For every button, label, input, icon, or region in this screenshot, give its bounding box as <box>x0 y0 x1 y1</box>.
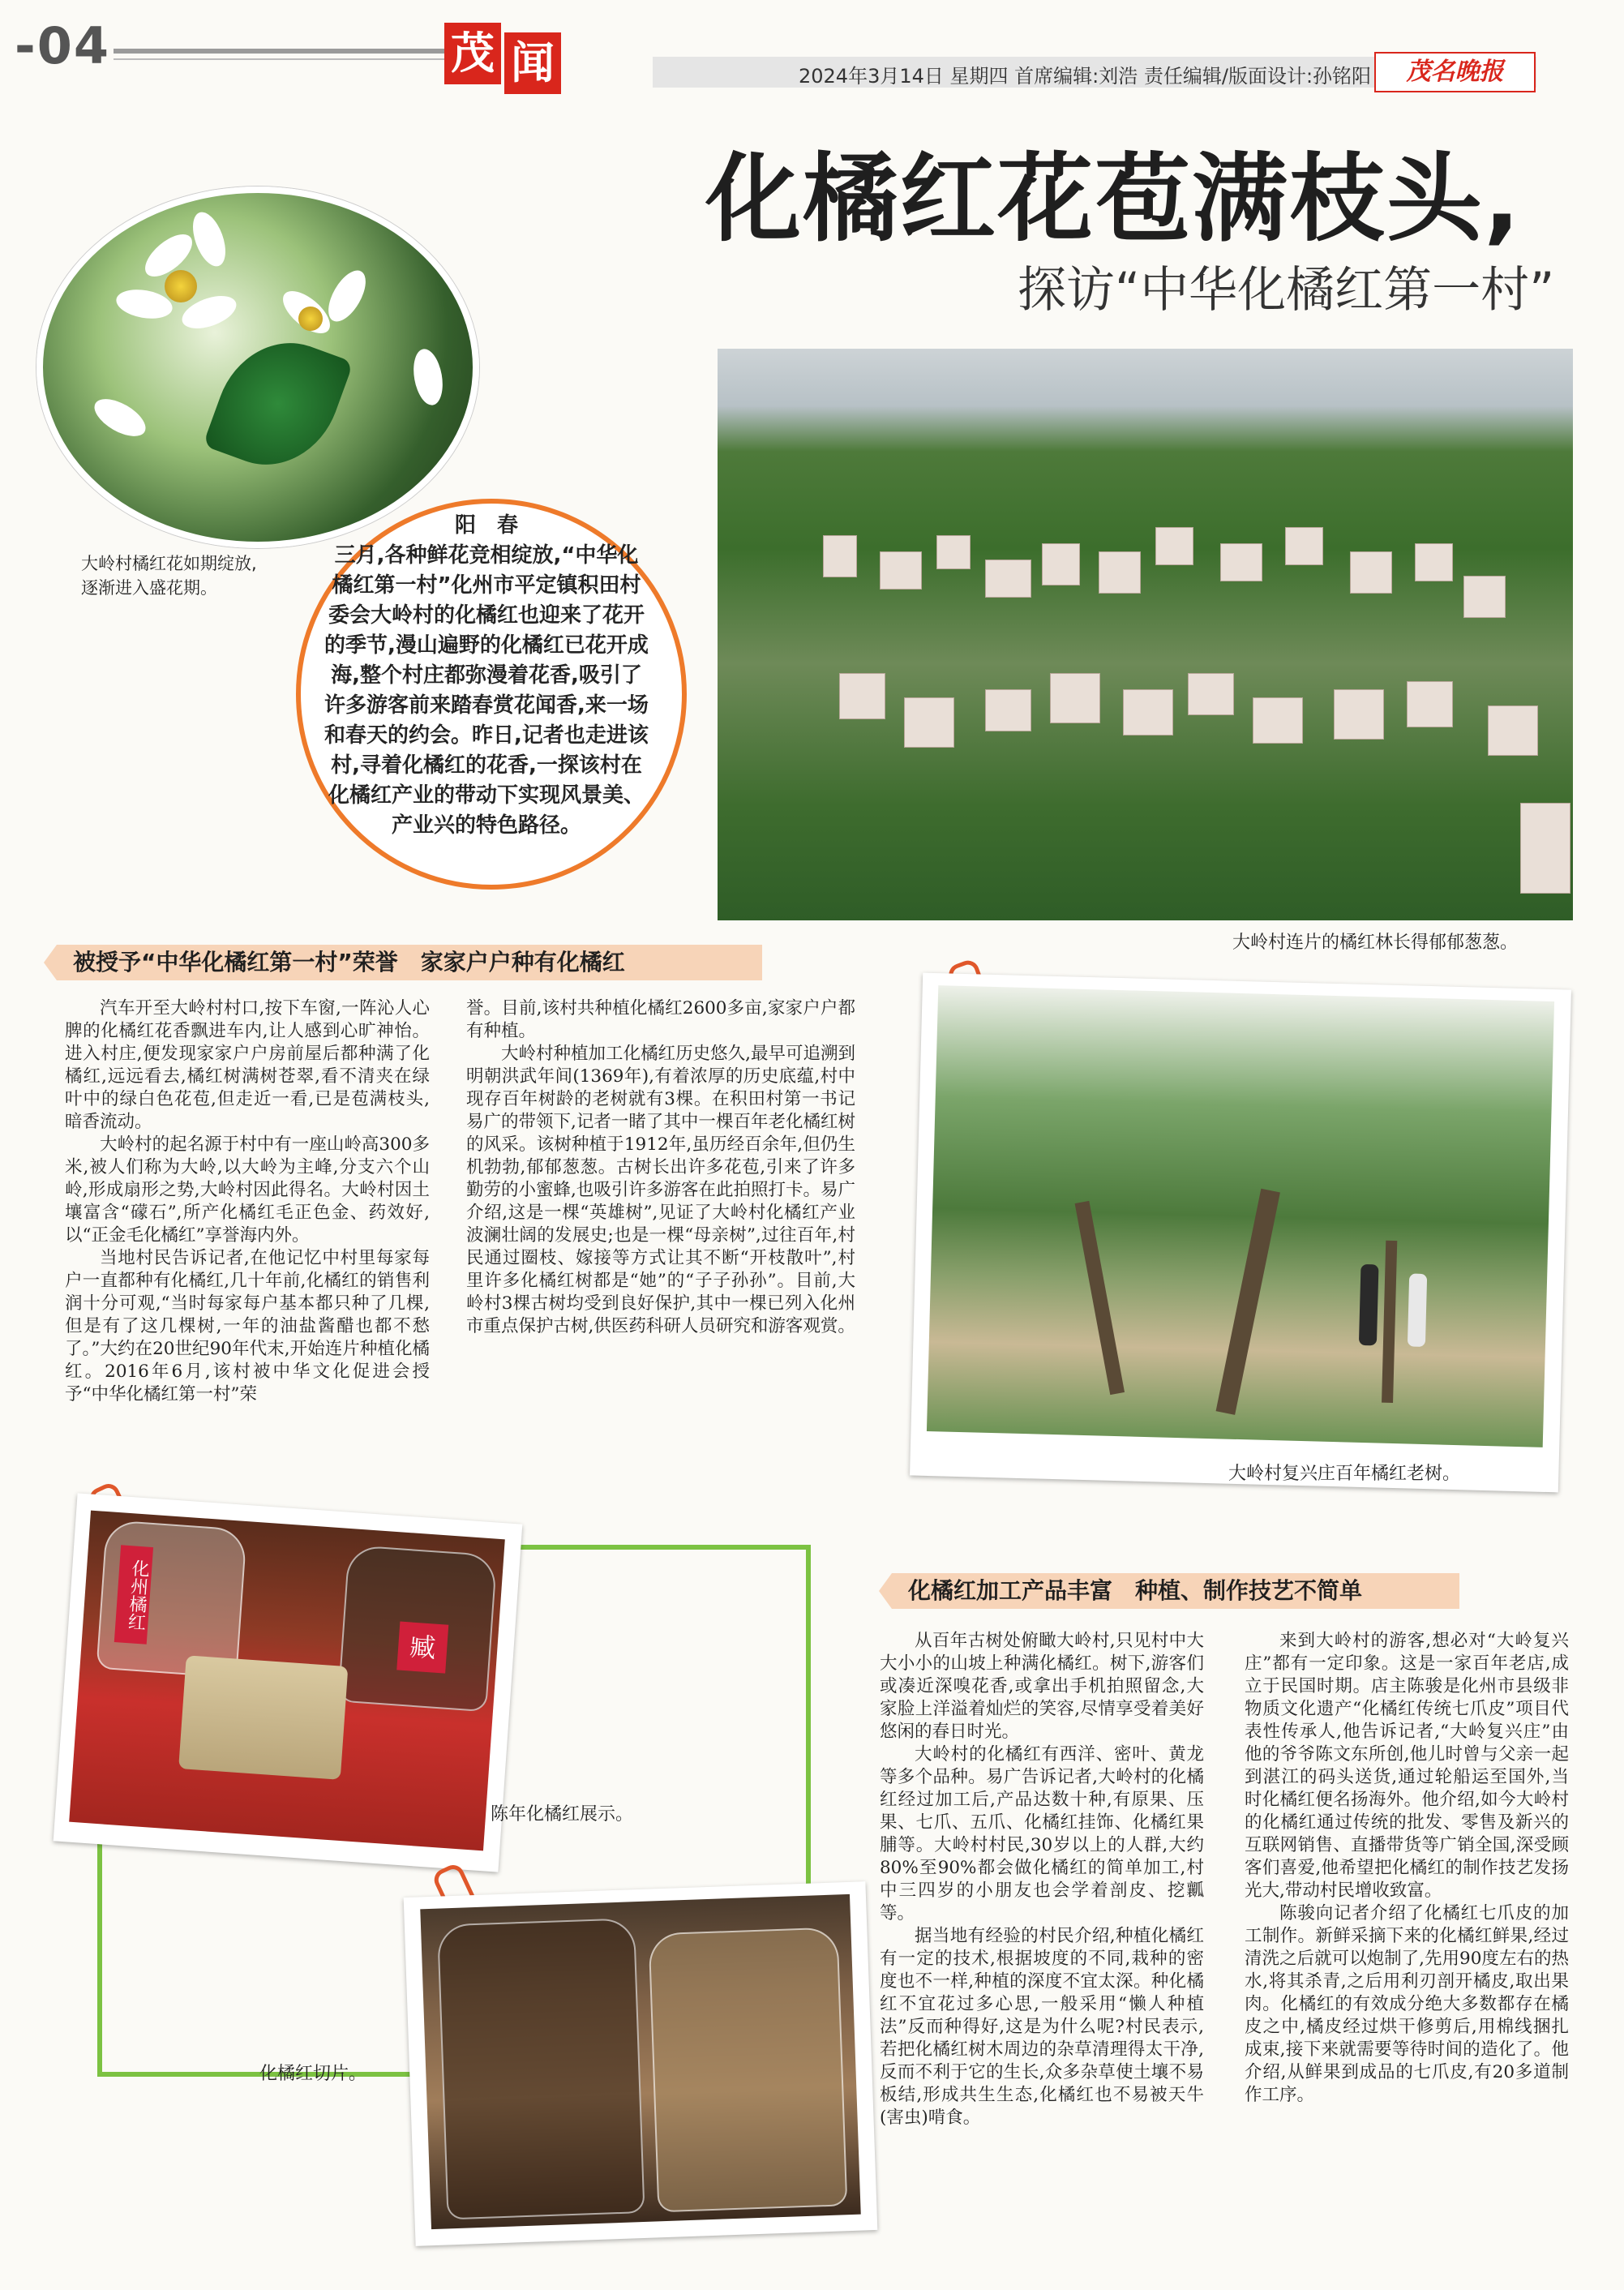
house <box>1123 689 1173 735</box>
house <box>985 560 1031 598</box>
leaf-shape <box>203 324 354 484</box>
intro-text: 阳 春 三月,各种鲜花竞相绽放,“中华化橘红第一村”化州市平定镇积田村委会大岭村的化橘红也迎来了花开的季节,漫山遍野的化橘红已花开成海,整个村庄都弥漫着花香,吸引了许多游客前来踏春赏花闻香,来一场和春天的约会。昨日,记者也走进该村,寻着化橘红的花香,一探该村在化橘红产业的带动下实现风景美、产业兴的特色路径。 <box>324 513 649 838</box>
dateline: 2024年3月14日 星期四 首席编辑:刘浩 责任编辑/版面设计:孙铭阳 <box>799 65 1372 88</box>
paragraph: 据当地有经验的村民介绍,种植化橘红有一定的技术,根据坡度的不同,栽种的密度也不一样,种植的深度不宜太深。种化橘红不宜花过多心思,一般采用“懒人种植法”反而种得好,这是为什么呢?村民表示,若把化橘红树木周边的杂草清理得太干净,反而不利于它的生长,众多杂草使土壤不易板结,形成共生生态,化橘红也不易被天牛(害虫)啃食。 <box>880 1926 1204 2128</box>
grove-caption: 大岭村复兴庄百年橘红老树。 <box>1228 1464 1461 1484</box>
house <box>1488 705 1538 756</box>
house <box>1220 543 1262 581</box>
paragraph: 誉。目前,该村共种植化橘红2600多亩,家家户户都有种植。 <box>466 998 855 1041</box>
section-label-2: 闻 <box>504 32 561 94</box>
house <box>1050 673 1100 723</box>
house <box>1415 543 1453 581</box>
village-aerial-photo <box>718 349 1573 920</box>
paragraph: 汽车开至大岭村村口,按下车窗,一阵沁人心脾的化橘红花香飘进车内,让人感到心旷神怡。进入村庄,便发现家家户户房前屋后都种满了化橘红,远远看去,橘红树满树苍翠,看不清夹在绿叶中的绿白色花苞,但走近一看,已是苞满枝头,暗香流动。 <box>65 998 430 1132</box>
header-rule-thin <box>114 58 446 60</box>
page-number: -04 <box>15 16 111 75</box>
petal <box>186 208 232 270</box>
paragraph: 当地村民告诉记者,在他记忆中村里每家每户一直都种有化橘红,几十年前,化橘红的销售利润十分可观,“当时每家每户基本都只种了几棵,但是有了这几棵树,一年的油盐酱醋也都不愁了。”大约在20世纪90年代末,开始连片种植化橘红。2016年6月,该村被中华文化促进会授予“中华化橘红第一村”荣 <box>65 1248 430 1404</box>
paragraph: 陈骏向记者介绍了化橘红七爪皮的加工制作。新鲜采摘下来的化橘红鲜果,经过清洗之后就可以炮制了,先用90度左右的热水,将其杀青,之后用利刃剖开橘皮,取出果肉。化橘红的有效成分绝大多数都存在橘皮之中,橘皮经过烘干修剪后,用棉线捆扎成束,接下来就需要等待时间的造化了。他介绍,从鲜果到成品的七爪皮,有20多道制作工序。 <box>1245 1903 1569 2105</box>
grove-photo <box>927 985 1554 1447</box>
person-figure <box>1359 1264 1379 1346</box>
paragraph: 来到大岭村的游客,想必对“大岭复兴庄”都有一定印象。这是一家百年老店,成立于民国时期。店主陈骏是化州市县级非物质文化遗产“化橘红传统七爪皮”项目代表性传承人,他告诉记者,“大岭复兴庄”由他的爷爷陈文东所创,他儿时曾与父亲一起到湛江的码头送货,通过轮船运至国外,当时化橘红便名扬海外。他介绍,如今大岭村的化橘红通过传统的批发、零售及新兴的互联网销售、直播带货等广销全国,深受顾客们喜爱,他希望把化橘红的制作技艺发扬光大,带动村民增收致富。 <box>1245 1631 1569 1901</box>
house <box>936 535 971 569</box>
house <box>1463 576 1506 618</box>
tree-trunk <box>1216 1189 1280 1415</box>
flower-stamen <box>165 270 197 302</box>
paragraph: 从百年古树处俯瞰大岭村,只见村中大大小小的山坡上种满化橘红。树下,游客们或凑近深嗅花香,或拿出手机拍照留念,大家脸上洋溢着灿烂的笑容,尽情享受着美好悠闲的春日时光。 <box>880 1631 1204 1742</box>
flower-stamen <box>298 307 323 331</box>
section-heading-2: 化橘红加工产品丰富 种植、制作技艺不简单 <box>892 1573 1459 1609</box>
house <box>1334 689 1384 740</box>
house <box>1407 681 1453 727</box>
article-column-3 <box>880 1630 1204 2129</box>
article-column-2 <box>466 997 855 1338</box>
house <box>839 673 885 719</box>
slices-photo <box>420 1894 860 2229</box>
headline: 化橘红花苞满枝头, <box>705 143 1522 255</box>
section-heading-1: 被授予“中华化橘红第一村”荣誉 家家户户种有化橘红 <box>57 945 762 980</box>
petal <box>409 347 447 408</box>
house <box>1253 697 1303 744</box>
house <box>1155 527 1193 565</box>
house <box>1188 673 1234 715</box>
product1-caption: 陈年化橘红展示。 <box>491 1804 634 1825</box>
paragraph: 大岭村的化橘红有西洋、密叶、黄龙等多个品种。易广告诉记者,大岭村的化橘红经过加工后,产品达数十种,有原果、压果、七爪、五爪、化橘红挂饰、化橘红果脯等。大岭村村民,30岁以上的人群,大约80%至90%都会做化橘红的简单加工,村中三四岁的小朋友也会学着剖皮、挖瓤等。 <box>880 1744 1204 1923</box>
house <box>1099 551 1141 594</box>
subheadline: 探访“中华化橘红第一村” <box>1018 262 1555 319</box>
jar <box>437 1918 645 2219</box>
person-figure <box>1408 1273 1427 1347</box>
product2-caption: 化橘红切片。 <box>259 2064 367 2084</box>
dried-peel-bundle <box>178 1655 348 1780</box>
house <box>1042 543 1080 585</box>
house <box>1285 527 1323 565</box>
petal <box>88 392 152 444</box>
jar <box>648 1927 847 2212</box>
house <box>985 689 1031 731</box>
jar-label: 化州橘红 <box>114 1545 153 1644</box>
house <box>1350 551 1392 594</box>
house <box>880 551 922 590</box>
house <box>1520 803 1570 894</box>
house <box>823 535 857 577</box>
jar-label: 臧 <box>396 1622 448 1674</box>
tree-trunk <box>1075 1201 1125 1395</box>
flower-caption: 大岭村橘红花如期绽放,逐渐进入盛花期。 <box>81 554 257 598</box>
village-caption: 大岭村连片的橘红林长得郁郁葱葱。 <box>1232 933 1519 953</box>
aged-product-photo <box>69 1511 505 1851</box>
article-column-4 <box>1245 1630 1569 2107</box>
paragraph: 大岭村种植加工化橘红历史悠久,最早可追溯到明朝洪武年间(1369年),有着浓厚的历史底蕴,村中现存百年树龄的老树就有3棵。在积田村第一书记易广的带领下,记者一睹了其中一棵百年老化橘红树的风采。该树种植于1912年,虽历经百余年,但仍生机勃勃,郁郁葱葱。古树长出许多花苞,引来了许多勤劳的小蜜蜂,也吸引许多游客在此拍照打卡。易广介绍,这是一棵“英雄树”,见证了大岭村化橘红产业波澜壮阔的发展史;也是一棵“母亲树”,过往百年,村民通过圈枝、嫁接等方式让其不断“开枝散叶”,村里许多化橘红树都是“她”的“子子孙孙”。目前,大岭村3棵古树均受到良好保护,其中一棵已列入化州市重点保护古树,供医药科研人员研究和游客观赏。 <box>466 1044 855 1336</box>
section-label-1: 茂 <box>444 23 501 84</box>
house <box>904 697 954 748</box>
paragraph: 大岭村的起名源于村中有一座山岭高300多米,被人们称为大岭,以大岭为主峰,分支六个山岭,形成扇形之势,大岭村因此得名。大岭村因土壤富含“礞石”,所产化橘红毛正色金、药效好,以“正金毛化橘红”享誉海内外。 <box>65 1134 430 1246</box>
flower-photo <box>36 187 479 548</box>
header-rule <box>114 49 446 54</box>
tree-trunk <box>1382 1241 1397 1403</box>
article-column-1 <box>65 997 430 1406</box>
masthead-logo: 茂名晚报 <box>1374 52 1536 92</box>
